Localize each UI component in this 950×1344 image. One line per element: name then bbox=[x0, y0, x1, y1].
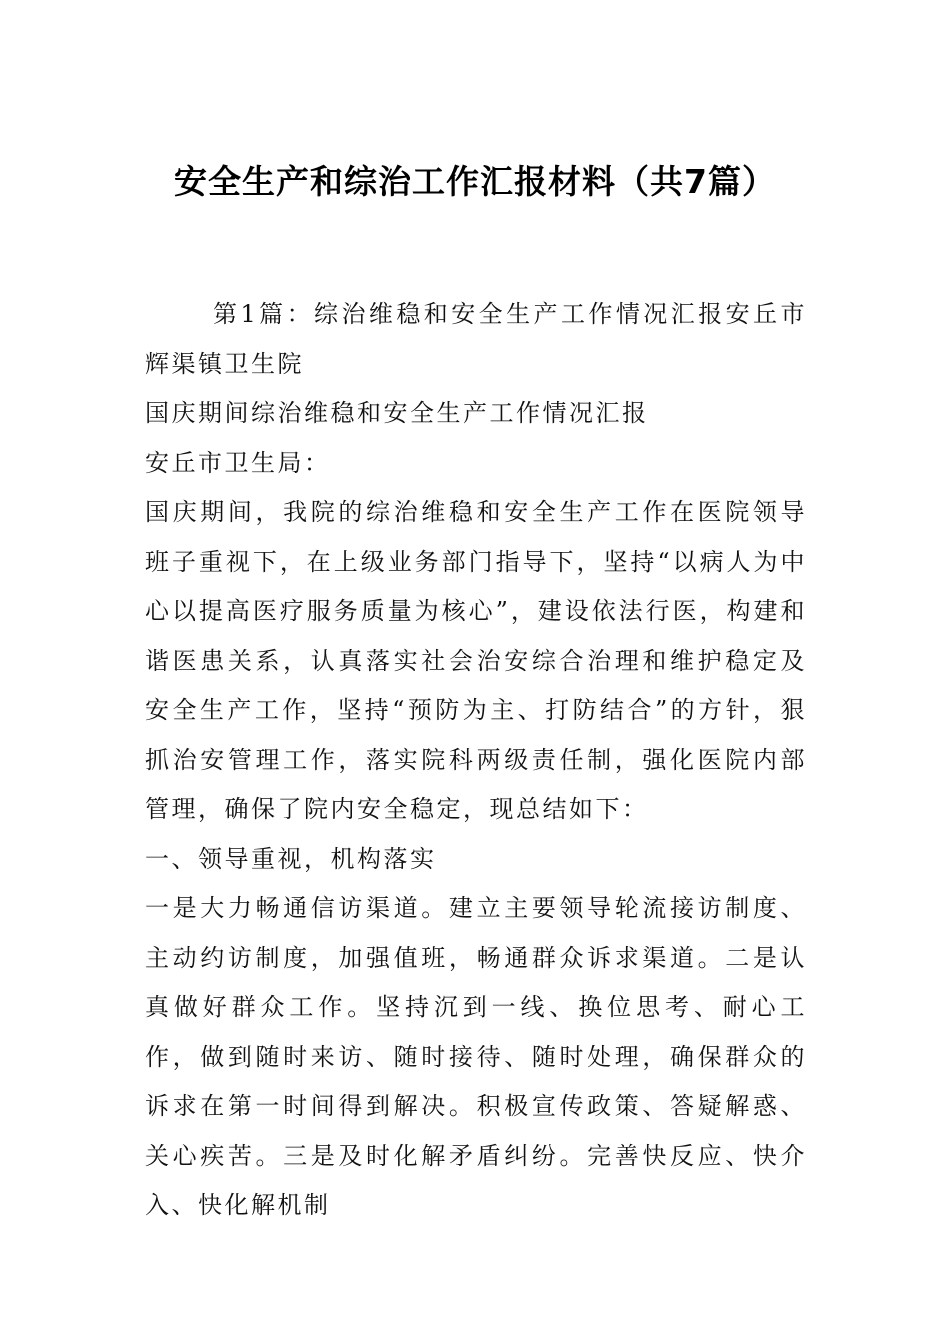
report-title: 国庆期间综治维稳和安全生产工作情况汇报 bbox=[145, 399, 649, 427]
section-paragraph: 一是大力畅通信访渠道。建立主要领导轮流接访制度、主动约访制度，加强值班，畅通群众诉求渠道。二是认真做好群众工作。坚持沉到一线、换位思考、耐心工作，做到随时来访、随时接待、随时处理，确保群众的诉求在第一时间得到解决。积极宣传政策、答疑解惑、关心疾苦。三是及时化解矛盾纠纷。完善快反应、快介入、快化解机制 bbox=[145, 894, 807, 1219]
part-heading: 第1篇：综治维稳和安全生产工作情况汇报安丘市辉渠镇卫生院 bbox=[145, 300, 807, 378]
document-title: 安全生产和综治工作汇报材料（共7篇） bbox=[174, 162, 776, 201]
intro-paragraph: 国庆期间，我院的综治维稳和安全生产工作在医院领导班子重视下，在上级业务部门指导下，坚持“以病人为中心以提高医疗服务质量为核心”，建设依法行医，构建和谐医患关系，认真落实社会治安综合治理和维护稳定及安全生产工作，坚持“预防为主、打防结合”的方针，狠抓治安管理工作，落实院科两级责任制，强化医院内部管理，确保了院内安全稳定，现总结如下： bbox=[145, 498, 807, 823]
document-body bbox=[145, 290, 807, 1231]
salutation: 安丘市卫生局： bbox=[145, 448, 331, 477]
section-heading: 一、领导重视，机构落实 bbox=[145, 844, 437, 873]
